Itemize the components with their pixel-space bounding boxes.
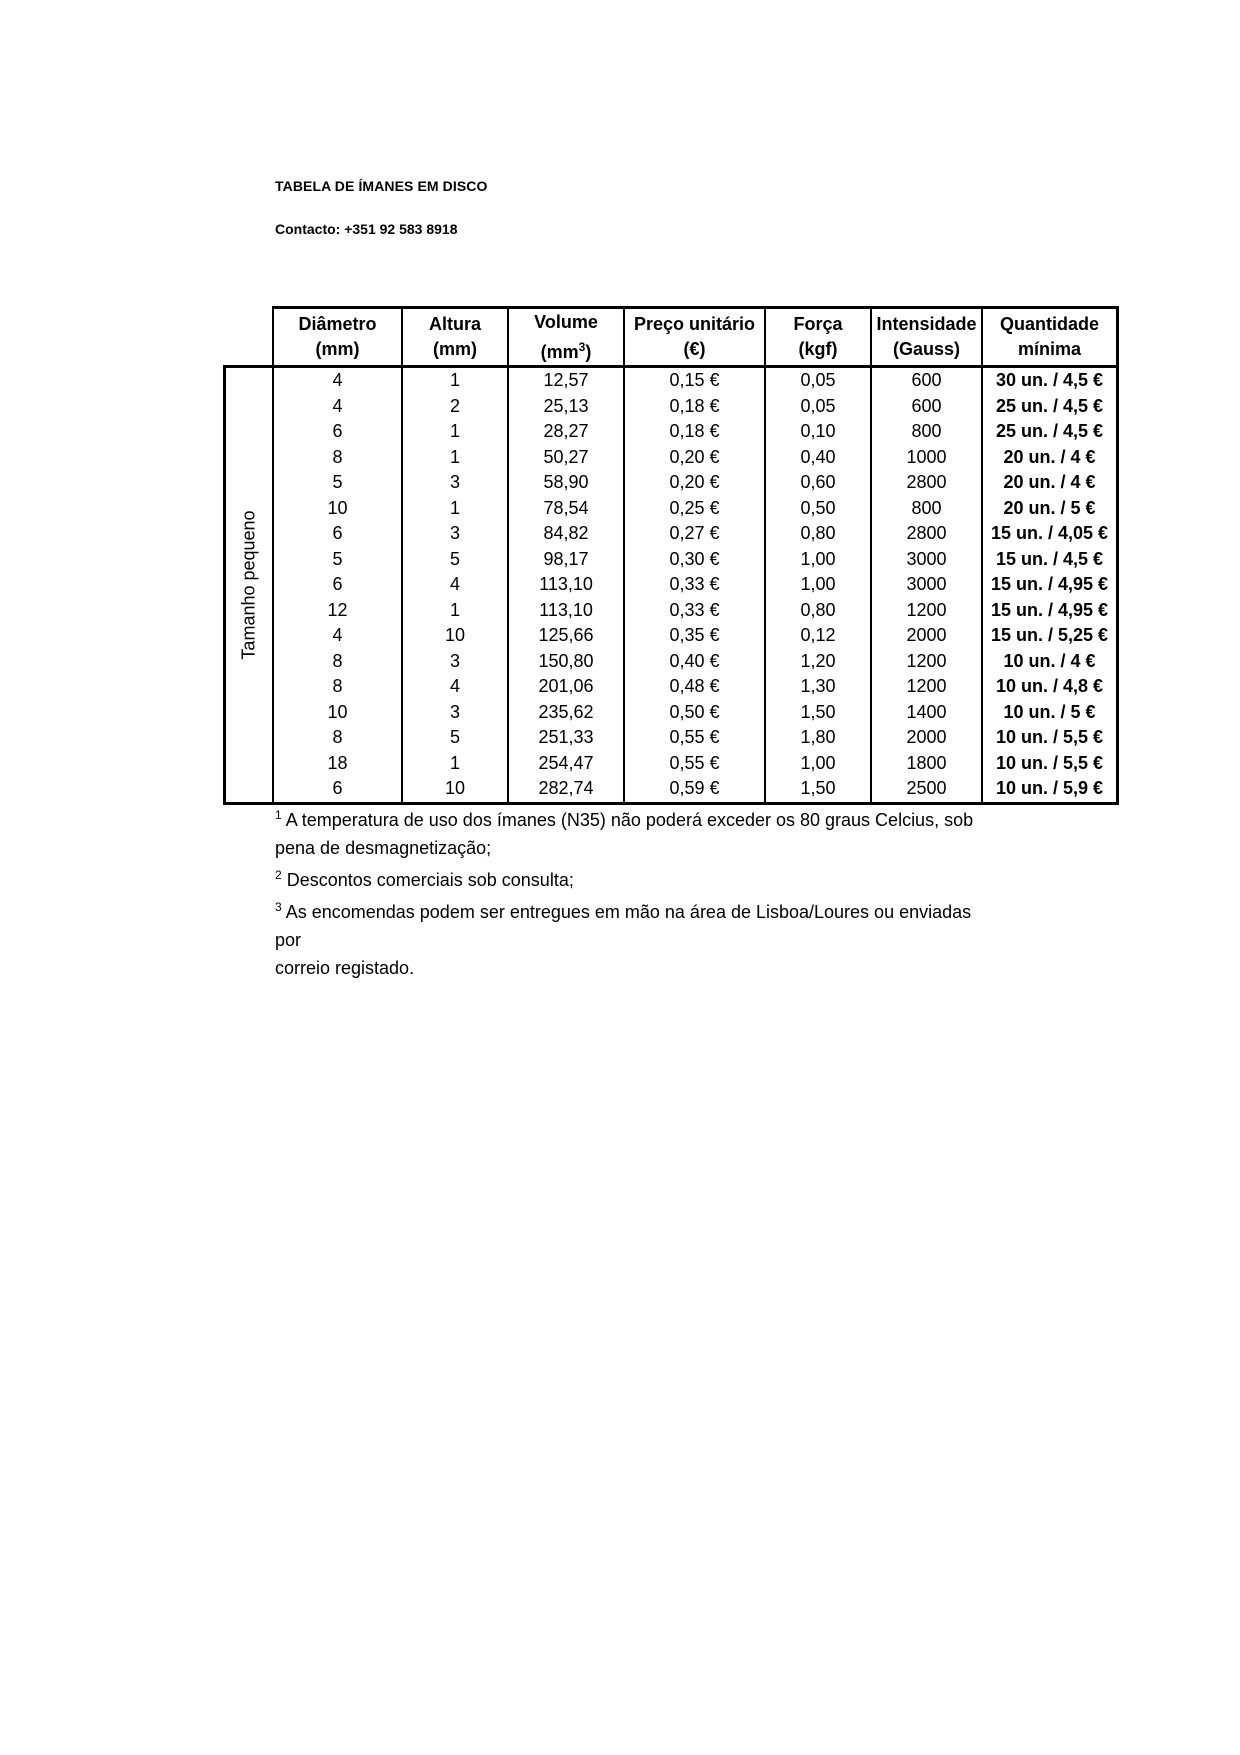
header-price-label: Preço unitário bbox=[633, 314, 756, 334]
cell-quantity: 20 un. / 4 € bbox=[982, 470, 1118, 496]
table-row bbox=[225, 572, 1118, 598]
cell-price: 0,18 € bbox=[624, 394, 765, 420]
header-force bbox=[765, 308, 871, 367]
cell-price: 0,35 € bbox=[624, 623, 765, 649]
footnote-text: pena de desmagnetização; bbox=[275, 838, 492, 858]
header-price-unit: (€) bbox=[683, 339, 706, 359]
table-row bbox=[225, 367, 1118, 394]
cell-height: 1 bbox=[402, 445, 508, 471]
cell-quantity: 15 un. / 4,95 € bbox=[982, 598, 1118, 624]
cell-quantity: 10 un. / 5,5 € bbox=[982, 725, 1118, 751]
header-quantity bbox=[982, 308, 1118, 367]
cell-force: 1,00 bbox=[765, 751, 871, 777]
cell-intensity: 2000 bbox=[871, 623, 982, 649]
footnote-marker: 3 bbox=[275, 900, 282, 914]
cell-height: 4 bbox=[402, 572, 508, 598]
cell-quantity: 10 un. / 5,9 € bbox=[982, 776, 1118, 803]
cell-diameter: 6 bbox=[273, 776, 402, 803]
table-row bbox=[225, 674, 1118, 700]
cell-intensity: 800 bbox=[871, 419, 982, 445]
cell-price: 0,33 € bbox=[624, 572, 765, 598]
cell-intensity: 1200 bbox=[871, 598, 982, 624]
cell-price: 0,33 € bbox=[624, 598, 765, 624]
cell-intensity: 800 bbox=[871, 496, 982, 522]
cell-quantity: 30 un. / 4,5 € bbox=[982, 367, 1118, 394]
cell-height: 3 bbox=[402, 470, 508, 496]
footnote-text: Descontos comerciais sob consulta; bbox=[286, 870, 574, 890]
magnet-table bbox=[223, 306, 1119, 805]
cell-force: 1,00 bbox=[765, 547, 871, 573]
footnote-text: correio registado. bbox=[275, 958, 415, 978]
header-intensity bbox=[871, 308, 982, 367]
header-row bbox=[225, 308, 1118, 367]
cell-force: 1,80 bbox=[765, 725, 871, 751]
cell-height: 1 bbox=[402, 367, 508, 394]
cell-diameter: 8 bbox=[273, 649, 402, 675]
cell-force: 1,20 bbox=[765, 649, 871, 675]
table-row bbox=[225, 598, 1118, 624]
header-corner bbox=[225, 308, 274, 367]
cell-force: 0,40 bbox=[765, 445, 871, 471]
cell-diameter: 5 bbox=[273, 547, 402, 573]
cell-quantity: 25 un. / 4,5 € bbox=[982, 419, 1118, 445]
cell-force: 0,05 bbox=[765, 367, 871, 394]
header-height-unit: (mm) bbox=[433, 339, 477, 359]
header-volume-unit-open: (mm bbox=[540, 341, 579, 362]
cell-price: 0,48 € bbox=[624, 674, 765, 700]
header-quantity-label: Quantidade bbox=[999, 314, 1099, 334]
footnote-text: A temperatura de uso dos ímanes (N35) não poderá exceder os 80 graus Celcius, sob bbox=[285, 810, 974, 830]
magnet-table-container bbox=[223, 306, 1119, 805]
table-body bbox=[225, 367, 1118, 804]
header-volume-exponent: 3 bbox=[578, 339, 586, 354]
table-row bbox=[225, 419, 1118, 445]
cell-force: 0,80 bbox=[765, 521, 871, 547]
cell-quantity: 15 un. / 4,5 € bbox=[982, 547, 1118, 573]
header-diameter-label: Diâmetro bbox=[298, 314, 377, 334]
table-row bbox=[225, 751, 1118, 777]
footnote bbox=[275, 806, 995, 862]
document-title: TABELA DE ÍMANES EM DISCO bbox=[275, 178, 488, 194]
cell-volume: 201,06 bbox=[508, 674, 624, 700]
cell-volume: 50,27 bbox=[508, 445, 624, 471]
cell-volume: 84,82 bbox=[508, 521, 624, 547]
cell-diameter: 10 bbox=[273, 700, 402, 726]
cell-diameter: 12 bbox=[273, 598, 402, 624]
cell-intensity: 2500 bbox=[871, 776, 982, 803]
contact-line: Contacto: +351 92 583 8918 bbox=[275, 221, 458, 237]
footnote-marker: 1 bbox=[275, 808, 282, 822]
cell-intensity: 600 bbox=[871, 367, 982, 394]
group-cell bbox=[225, 367, 274, 804]
cell-quantity: 10 un. / 5 € bbox=[982, 700, 1118, 726]
cell-diameter: 8 bbox=[273, 725, 402, 751]
cell-height: 5 bbox=[402, 725, 508, 751]
cell-quantity: 10 un. / 5,5 € bbox=[982, 751, 1118, 777]
cell-intensity: 3000 bbox=[871, 547, 982, 573]
cell-volume: 98,17 bbox=[508, 547, 624, 573]
header-height-label: Altura bbox=[428, 314, 481, 334]
cell-price: 0,55 € bbox=[624, 725, 765, 751]
table-row bbox=[225, 700, 1118, 726]
cell-price: 0,55 € bbox=[624, 751, 765, 777]
cell-intensity: 2800 bbox=[871, 470, 982, 496]
cell-quantity: 10 un. / 4 € bbox=[982, 649, 1118, 675]
cell-height: 10 bbox=[402, 623, 508, 649]
cell-diameter: 8 bbox=[273, 674, 402, 700]
header-diameter-unit: (mm) bbox=[315, 339, 360, 359]
cell-quantity: 10 un. / 4,8 € bbox=[982, 674, 1118, 700]
table-row bbox=[225, 725, 1118, 751]
cell-height: 10 bbox=[402, 776, 508, 803]
footnotes bbox=[275, 806, 995, 986]
cell-volume: 251,33 bbox=[508, 725, 624, 751]
cell-intensity: 2000 bbox=[871, 725, 982, 751]
cell-volume: 25,13 bbox=[508, 394, 624, 420]
header-force-unit: (kgf) bbox=[798, 339, 838, 359]
footnote-text: As encomendas podem ser entregues em mão na área de Lisboa/Loures ou enviadas por bbox=[275, 902, 972, 950]
cell-price: 0,27 € bbox=[624, 521, 765, 547]
table-row bbox=[225, 496, 1118, 522]
cell-volume: 113,10 bbox=[508, 572, 624, 598]
cell-price: 0,20 € bbox=[624, 445, 765, 471]
cell-diameter: 18 bbox=[273, 751, 402, 777]
table-row bbox=[225, 776, 1118, 803]
cell-height: 1 bbox=[402, 598, 508, 624]
group-label: Tamanho pequeno bbox=[238, 510, 259, 660]
cell-force: 0,10 bbox=[765, 419, 871, 445]
cell-volume: 78,54 bbox=[508, 496, 624, 522]
cell-volume: 150,80 bbox=[508, 649, 624, 675]
table-row bbox=[225, 394, 1118, 420]
cell-intensity: 1800 bbox=[871, 751, 982, 777]
table-row bbox=[225, 547, 1118, 573]
cell-quantity: 25 un. / 4,5 € bbox=[982, 394, 1118, 420]
cell-height: 3 bbox=[402, 700, 508, 726]
cell-force: 0,12 bbox=[765, 623, 871, 649]
cell-diameter: 6 bbox=[273, 521, 402, 547]
cell-quantity: 15 un. / 4,05 € bbox=[982, 521, 1118, 547]
header-height bbox=[402, 308, 508, 367]
cell-price: 0,20 € bbox=[624, 470, 765, 496]
header-volume-unit-close: ) bbox=[585, 341, 592, 362]
cell-height: 3 bbox=[402, 649, 508, 675]
cell-price: 0,50 € bbox=[624, 700, 765, 726]
cell-diameter: 6 bbox=[273, 419, 402, 445]
cell-intensity: 1400 bbox=[871, 700, 982, 726]
cell-diameter: 6 bbox=[273, 572, 402, 598]
cell-diameter: 4 bbox=[273, 623, 402, 649]
cell-force: 0,05 bbox=[765, 394, 871, 420]
cell-force: 1,50 bbox=[765, 700, 871, 726]
cell-height: 1 bbox=[402, 419, 508, 445]
cell-quantity: 15 un. / 5,25 € bbox=[982, 623, 1118, 649]
cell-quantity: 15 un. / 4,95 € bbox=[982, 572, 1118, 598]
cell-diameter: 10 bbox=[273, 496, 402, 522]
cell-intensity: 600 bbox=[871, 394, 982, 420]
cell-diameter: 4 bbox=[273, 367, 402, 394]
table-header bbox=[225, 308, 1118, 367]
cell-volume: 28,27 bbox=[508, 419, 624, 445]
header-diameter bbox=[273, 308, 402, 367]
cell-price: 0,40 € bbox=[624, 649, 765, 675]
cell-force: 1,30 bbox=[765, 674, 871, 700]
header-intensity-unit: (Gauss) bbox=[892, 339, 961, 359]
cell-price: 0,25 € bbox=[624, 496, 765, 522]
table-row bbox=[225, 470, 1118, 496]
cell-diameter: 5 bbox=[273, 470, 402, 496]
footnote bbox=[275, 866, 995, 894]
cell-quantity: 20 un. / 4 € bbox=[982, 445, 1118, 471]
cell-force: 1,00 bbox=[765, 572, 871, 598]
cell-price: 0,18 € bbox=[624, 419, 765, 445]
cell-volume: 113,10 bbox=[508, 598, 624, 624]
header-volume bbox=[508, 308, 624, 367]
cell-volume: 125,66 bbox=[508, 623, 624, 649]
cell-price: 0,15 € bbox=[624, 367, 765, 394]
table-row bbox=[225, 649, 1118, 675]
cell-intensity: 1200 bbox=[871, 649, 982, 675]
header-quantity-sublabel: mínima bbox=[1017, 339, 1082, 359]
cell-volume: 235,62 bbox=[508, 700, 624, 726]
cell-force: 0,50 bbox=[765, 496, 871, 522]
cell-height: 4 bbox=[402, 674, 508, 700]
footnote-marker: 2 bbox=[275, 868, 282, 882]
cell-intensity: 2800 bbox=[871, 521, 982, 547]
cell-volume: 254,47 bbox=[508, 751, 624, 777]
cell-price: 0,59 € bbox=[624, 776, 765, 803]
header-price bbox=[624, 308, 765, 367]
cell-height: 5 bbox=[402, 547, 508, 573]
cell-force: 0,60 bbox=[765, 470, 871, 496]
cell-force: 1,50 bbox=[765, 776, 871, 803]
footnote bbox=[275, 898, 995, 982]
table-row bbox=[225, 445, 1118, 471]
header-volume-label: Volume bbox=[534, 311, 598, 332]
cell-volume: 282,74 bbox=[508, 776, 624, 803]
cell-intensity: 3000 bbox=[871, 572, 982, 598]
cell-volume: 58,90 bbox=[508, 470, 624, 496]
cell-force: 0,80 bbox=[765, 598, 871, 624]
cell-height: 3 bbox=[402, 521, 508, 547]
cell-height: 2 bbox=[402, 394, 508, 420]
cell-intensity: 1000 bbox=[871, 445, 982, 471]
header-force-label: Força bbox=[793, 314, 843, 334]
table-row bbox=[225, 521, 1118, 547]
header-intensity-label: Intensidade bbox=[876, 314, 977, 334]
cell-intensity: 1200 bbox=[871, 674, 982, 700]
cell-height: 1 bbox=[402, 496, 508, 522]
cell-price: 0,30 € bbox=[624, 547, 765, 573]
table-row bbox=[225, 623, 1118, 649]
cell-volume: 12,57 bbox=[508, 367, 624, 394]
cell-quantity: 20 un. / 5 € bbox=[982, 496, 1118, 522]
cell-diameter: 4 bbox=[273, 394, 402, 420]
cell-height: 1 bbox=[402, 751, 508, 777]
cell-diameter: 8 bbox=[273, 445, 402, 471]
